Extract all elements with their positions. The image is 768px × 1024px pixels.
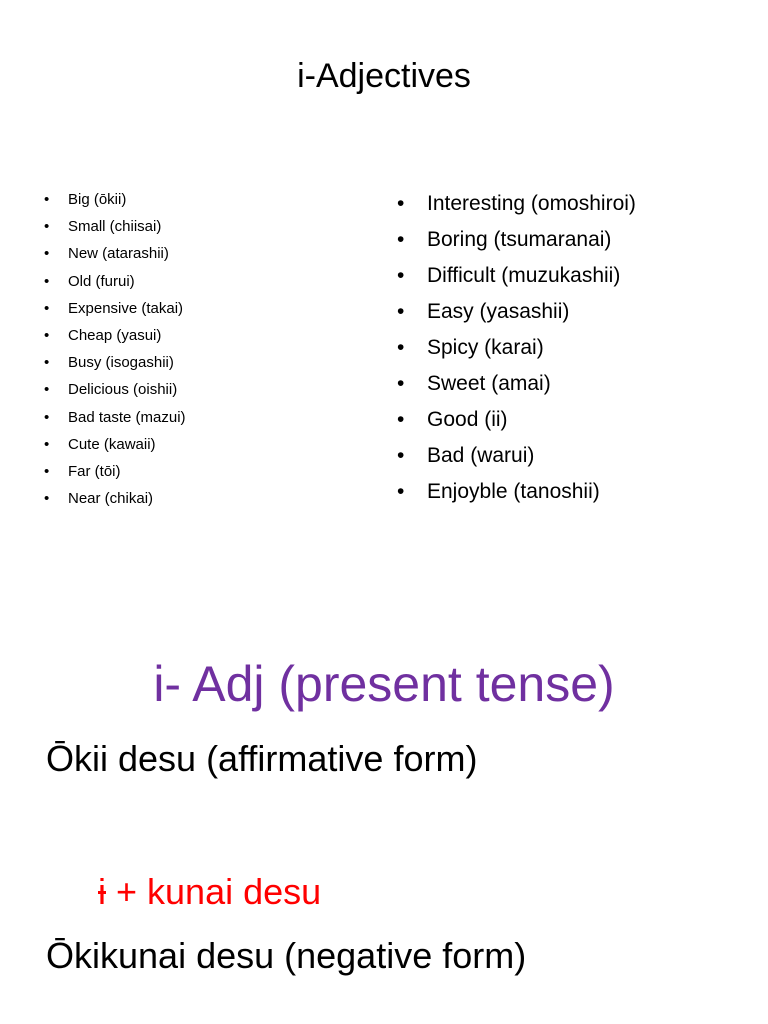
list-item <box>397 402 636 438</box>
list-item <box>44 431 186 458</box>
bullet-icon: • <box>44 245 50 263</box>
list-item <box>44 186 186 213</box>
bullet-icon: • <box>44 408 50 426</box>
list-item-label: Boring (tsumaranai) <box>427 228 612 251</box>
list-item-label: Old (furui) <box>68 272 135 290</box>
bullet-icon: • <box>397 336 405 359</box>
list-item-label: New (atarashii) <box>68 245 169 263</box>
negative-form: Ōkikunai desu (negative form) <box>46 935 527 976</box>
list-item-label: Enjoyble (tanoshii) <box>427 480 600 503</box>
slide-title: i-Adjectives <box>297 57 471 95</box>
list-item <box>44 485 186 512</box>
list-item-label: Good (ii) <box>427 408 508 431</box>
list-item-label: Bad (warui) <box>427 444 535 467</box>
list-item-label: Big (ōkii) <box>68 191 127 208</box>
bullet-icon: • <box>44 218 50 236</box>
bullet-icon: • <box>44 272 50 290</box>
adjective-list-left <box>44 186 186 512</box>
bullet-icon: • <box>397 228 405 251</box>
list-item <box>397 366 636 402</box>
bullet-icon: • <box>397 480 405 503</box>
bullet-icon: • <box>44 326 50 344</box>
list-item-label: Cute (kawaii) <box>68 435 156 453</box>
bullet-icon: • <box>397 408 405 431</box>
bullet-icon: • <box>44 490 50 508</box>
list-item <box>44 213 186 240</box>
list-item-label: Expensive (takai) <box>68 299 184 317</box>
list-item <box>397 222 636 258</box>
list-item <box>44 268 186 295</box>
list-item-label: Cheap (yasui) <box>68 326 162 344</box>
adjective-list-right <box>397 186 636 510</box>
bullet-icon: • <box>397 264 405 287</box>
conjugation-rule <box>98 866 321 918</box>
list-item-label: Difficult (muzukashii) <box>427 264 621 287</box>
list-item-label: Interesting (omoshiroi) <box>427 192 636 215</box>
list-item-label: Delicious (oishii) <box>68 381 178 399</box>
list-item-label: Busy (isogashii) <box>68 354 174 372</box>
bullet-icon: • <box>44 435 50 453</box>
list-item-label: Far (tōi) <box>68 462 121 480</box>
list-item <box>44 240 186 267</box>
bullet-icon: • <box>44 299 50 317</box>
bullet-icon: • <box>44 381 50 399</box>
list-item <box>397 294 636 330</box>
list-item-label: Spicy (karai) <box>427 336 544 359</box>
bullet-icon: • <box>397 372 405 395</box>
list-item-label: Sweet (amai) <box>427 372 551 395</box>
list-item <box>44 458 186 485</box>
section-heading: i- Adj (present tense) <box>153 656 615 712</box>
affirmative-form: Ōkii desu (affirmative form) <box>46 738 478 779</box>
bullet-icon: • <box>44 191 50 208</box>
list-item <box>397 438 636 474</box>
bullet-icon: • <box>44 462 50 480</box>
list-item-label: Small (chiisai) <box>68 218 162 236</box>
list-item-label: Easy (yasashii) <box>427 300 570 323</box>
bullet-icon: • <box>397 300 405 323</box>
bullet-icon: • <box>397 192 405 215</box>
list-item <box>397 330 636 366</box>
list-item <box>397 474 636 510</box>
list-item <box>44 322 186 349</box>
struck-i: i <box>98 871 106 912</box>
list-item-label: Bad taste (mazui) <box>68 408 186 426</box>
list-item <box>44 404 186 431</box>
rule-rest: + kunai desu <box>106 871 322 912</box>
list-item <box>44 295 186 322</box>
list-item <box>397 186 636 222</box>
list-item <box>44 376 186 403</box>
bullet-icon: • <box>397 444 405 467</box>
bullet-icon: • <box>44 354 50 372</box>
list-item <box>397 258 636 294</box>
list-item <box>44 349 186 376</box>
list-item-label: Near (chikai) <box>68 490 154 508</box>
